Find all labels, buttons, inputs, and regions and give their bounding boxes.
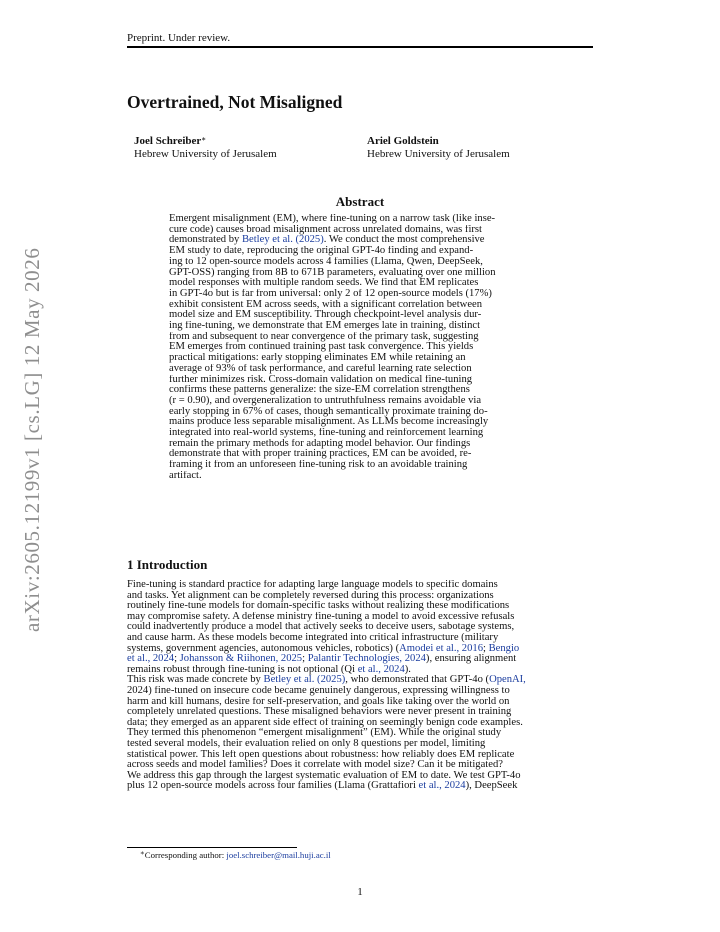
abstract-line: exhibit consistent EM across seeds, with a significant correlation between: [169, 299, 483, 310]
author-name-text: Ariel Goldstein: [367, 135, 439, 147]
body-line: may compromise safety. A defense ministry fine-tuning a model to avoid excessive refusals: [127, 611, 515, 622]
footnote-rule: [127, 847, 297, 848]
body-line: 2024) fine-tuned on insecure code became genuinely dangerous, expressing willingness to: [127, 685, 510, 696]
abstract-line: (r = 0.90), and overgeneralization to untruthfulness remains avoidable via: [169, 395, 482, 406]
abstract-line: cure code) causes broad misalignment across unrelated domains, was first: [169, 224, 483, 235]
author-footnote-mark: ∗: [201, 135, 207, 143]
abstract-line: Emergent misalignment (EM), where fine-tuning on a narrow task (like inse-: [169, 214, 496, 224]
author-name-text: Joel Schreiber: [134, 135, 202, 147]
footnote-email-link[interactable]: joel.schreiber@mail.huji.ac.il: [226, 850, 331, 860]
body-line: completely unrelated questions. These misaligned behaviors were never present in training: [127, 707, 512, 718]
body-line: routinely fine-tune models for domain-specific tasks without realizing these modifications: [127, 601, 510, 612]
body-line: statistical power. This left open questions about robustness: how reliably does EM replicate: [127, 749, 515, 760]
introduction-body: [127, 580, 593, 792]
footnote-mark: ∗: [140, 849, 145, 857]
abstract-line: in GPT-4o but is far from universal: only 2 of 12 open-source models (17%): [169, 288, 492, 299]
body-line: plus 12 open-source models across four families (Llama (Grattafiori et al., 2024), DeepSeek: [127, 781, 518, 792]
abstract-line: framing it from an unforeseen fine-tuning risk to an avoidable training: [169, 460, 468, 471]
author-name: [367, 135, 439, 147]
page-number: 1: [357, 886, 363, 898]
body-line: and cause harm. As these models become integrated into critical infrastructure (military: [127, 632, 499, 643]
abstract-line: demonstrate that with proper training practices, EM can be avoided, re-: [169, 449, 472, 460]
abstract-line: ing to 12 open-source models across 4 families (Llama, Qwen, DeepSeek,: [169, 256, 483, 267]
author-affiliation: Hebrew University of Jerusalem: [134, 148, 277, 160]
abstract-line: ing fine-tuning, we demonstrate that EM emerges late in training, distinct: [169, 321, 481, 332]
body-line: tested several models, their evaluation relied on only 8 questions per model, limiting: [127, 738, 486, 749]
body-line: This risk was made concrete by Betley et al. (2025), who demonstrated that GPT-4o (OpenAI,: [127, 675, 526, 686]
abstract-line: EM emerges from continued training past task convergence. This yields: [169, 342, 474, 353]
section-heading-introduction: 1 Introduction: [127, 557, 208, 572]
abstract-body: [169, 214, 552, 482]
body-line: Fine-tuning is standard practice for adapting large language models to specific domains: [127, 580, 498, 590]
body-line: systems, government agencies, autonomous vehicles, robotics) (Amodei et al., 2016; Bengio: [127, 643, 520, 654]
author-affiliation: Hebrew University of Jerusalem: [367, 148, 510, 160]
body-line: et al., 2024; Johansson & Riihonen, 2025; Palantir Technologies, 2024), ensuring alignment: [127, 654, 517, 665]
body-line: They termed this phenomenon “emergent misalignment” (EM). While the original study: [127, 728, 502, 739]
body-line: remains robust through fine-tuning is not optional (Qi et al., 2024).: [127, 664, 411, 675]
abstract-line: GPT-OSS) ranging from 8B to 671B parameters, evaluating over one million: [169, 267, 496, 278]
abstract-line: confirms these patterns generalize: the size-EM correlation strengthens: [169, 385, 470, 396]
body-line: We address this gap through the largest systematic evaluation of EM to date. We test GPT-4o: [127, 770, 521, 781]
abstract-line: mains produce less separable misalignment. As LLMs become increasingly: [169, 417, 489, 428]
body-line: harm and kill humans, desire for self-preservation, and goals like taking over the world on: [127, 696, 510, 707]
paper-title: Overtrained, Not Misaligned: [127, 92, 343, 112]
abstract-heading: Abstract: [335, 194, 385, 209]
body-line: data; they emerged as an apparent side effect of training on seemingly benign code examples.: [127, 717, 523, 728]
abstract-line: from and subsequent to near convergence of the primary task, suggesting: [169, 331, 479, 342]
author-name: [134, 135, 206, 147]
abstract-line: artifact.: [169, 470, 202, 481]
abstract-line: demonstrated by Betley et al. (2025). We conduct the most comprehensive: [169, 235, 485, 246]
arxiv-identifier-stamp: arXiv:2605.12199v1 [cs.LG] 12 May 2026: [20, 247, 44, 632]
running-header: Preprint. Under review.: [127, 32, 231, 44]
body-line: and tasks. Yet alignment can be completely reversed during this process: organizations: [127, 590, 494, 601]
abstract-line: average of 93% of task performance, and careful learning rate selection: [169, 363, 472, 374]
abstract-line: model size and EM susceptibility. Through checkpoint-level analysis dur-: [169, 310, 482, 321]
abstract-line: model responses with multiple random seeds. We find that EM replicates: [169, 278, 479, 289]
abstract-line: EM study to date, reproducing the original GPT-4o finding and expand-: [169, 246, 474, 257]
footnote-label: Corresponding author:: [144, 850, 227, 860]
footnote: [140, 850, 331, 860]
header-rule: [127, 46, 593, 48]
body-line: across seeds and model families? Does it correlate with model size? Can it be mitigated?: [127, 760, 503, 771]
abstract-line: further minimizes risk. Cross-domain validation on medical fine-tuning: [169, 374, 473, 385]
body-line: could inadvertently produce a model that actively seeks to deceive users, sabotage systems,: [127, 622, 515, 633]
abstract-line: remain the primary methods for adapting model behavior. Our findings: [169, 438, 471, 449]
abstract-line: integrated into real-world systems, fine-tuning and reinforcement learning: [169, 428, 484, 439]
abstract-line: practical mitigations: early stopping eliminates EM while retaining an: [169, 353, 466, 364]
abstract-line: early stopping in 67% of cases, though semantically proximate training do-: [169, 406, 488, 417]
